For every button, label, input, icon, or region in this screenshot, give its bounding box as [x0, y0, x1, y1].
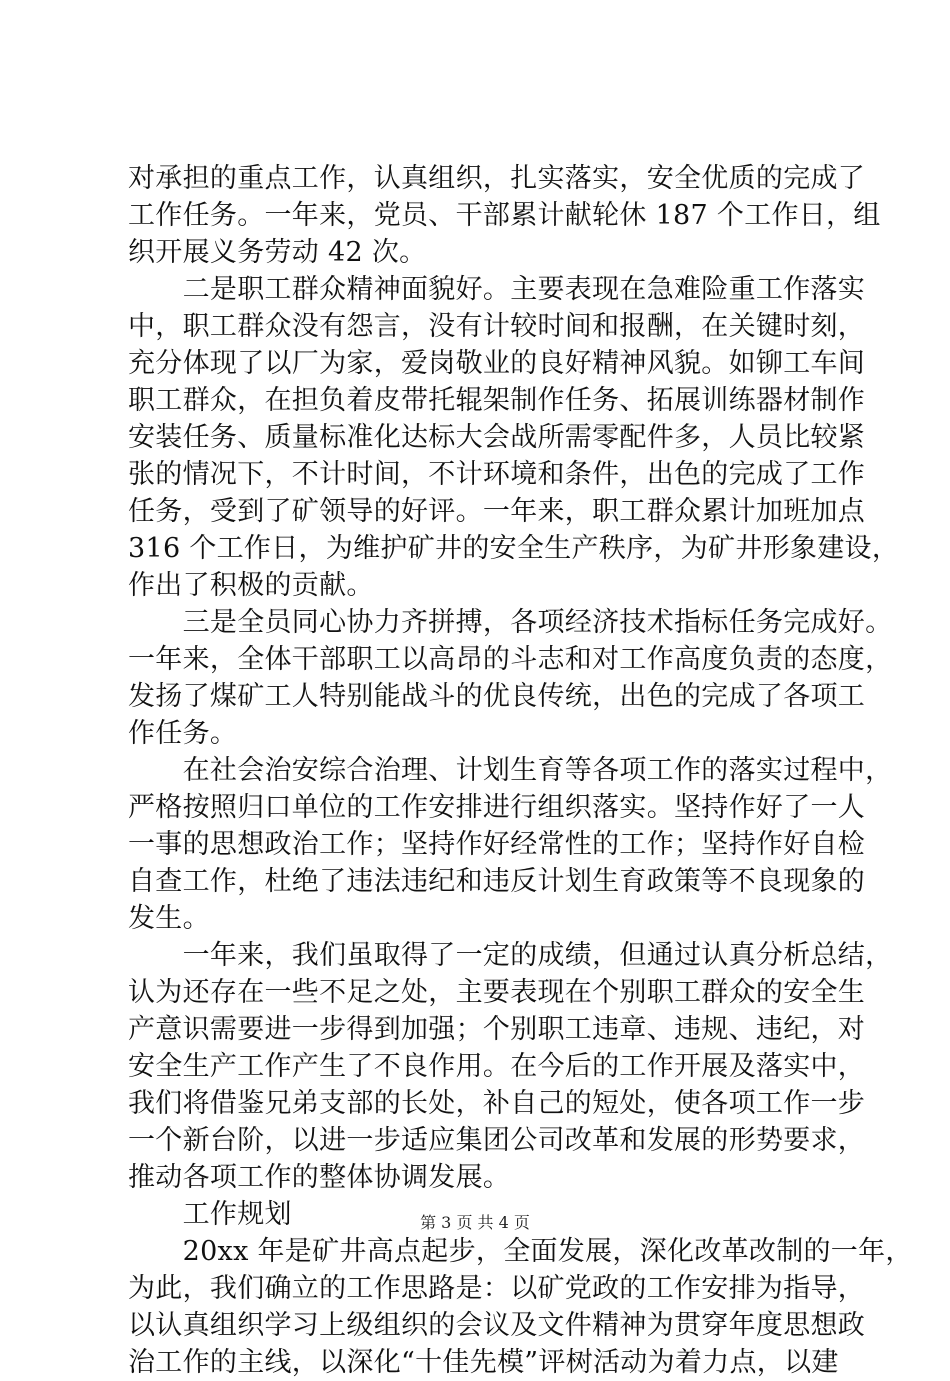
text-line: 安装任务、质量标准化达标大会战所需零配件多，人员比较紧: [128, 422, 866, 453]
document-body: [128, 160, 913, 1381]
text-line: 充分体现了以厂为家，爱岗敬业的良好精神风貌。如铆工车间: [128, 348, 866, 379]
text-line: 作任务。: [128, 718, 238, 749]
paragraph-6: [128, 1233, 913, 1381]
text-line: 我们将借鉴兄弟支部的长处，补自己的短处，使各项工作一步: [128, 1088, 866, 1119]
text-line: 二是职工群众精神面貌好。主要表现在急难险重工作落实: [128, 274, 866, 305]
text-line: 三是全员同心协力齐拼搏，各项经济技术指标任务完成好。: [128, 607, 893, 638]
text-line: 发扬了煤矿工人特别能战斗的优良传统，出色的完成了各项工: [128, 681, 866, 712]
text-line: 一事的思想政治工作；坚持作好经常性的工作；坚持作好自检: [128, 829, 866, 860]
text-line: 工作任务。一年来，党员、干部累计献轮休 187 个工作日，组: [128, 200, 881, 231]
text-line: 发生。: [128, 903, 210, 934]
text-line: 为此，我们确立的工作思路是：以矿党政的工作安排为指导，: [128, 1273, 866, 1304]
text-line: 任务，受到了矿领导的好评。一年来，职工群众累计加班加点: [128, 496, 866, 527]
paragraph-2: [128, 271, 900, 604]
paragraph-5: [128, 937, 893, 1196]
paragraph-1: [128, 160, 881, 271]
text-line: 治工作的主线，以深化“十佳先模”评树活动为着力点，以建: [128, 1347, 839, 1378]
text-line: 自查工作，杜绝了违法违纪和违反计划生育政策等不良现象的: [128, 866, 866, 897]
text-line: 一年来，我们虽取得了一定的成绩，但通过认真分析总结，: [128, 940, 893, 971]
text-line: 一年来，全体干部职工以高昂的斗志和对工作高度负责的态度，: [128, 644, 893, 675]
text-line: 在社会治安综合治理、计划生育等各项工作的落实过程中，: [128, 755, 893, 786]
text-line: 认为还存在一些不足之处，主要表现在个别职工群众的安全生: [128, 977, 866, 1008]
page-footer: 第 3 页 共 4 页: [420, 1213, 530, 1232]
text-line: 产意识需要进一步得到加强；个别职工违章、违规、违纪，对: [128, 1014, 866, 1045]
text-line: 20xx 年是矿井高点起步，全面发展，深化改革改制的一年，: [128, 1236, 913, 1267]
text-line: 职工群众，在担负着皮带托辊架制作任务、拓展训练器材制作: [128, 385, 866, 416]
text-line: 织开展义务劳动 42 次。: [128, 237, 427, 268]
text-line: 以认真组织学习上级组织的会议及文件精神为贯穿年度思想政: [128, 1310, 866, 1341]
text-line: 推动各项工作的整体协调发展。: [128, 1162, 511, 1193]
paragraph-3: [128, 604, 893, 752]
text-line: 安全生产工作产生了不良作用。在今后的工作开展及落实中，: [128, 1051, 866, 1082]
text-line: 中，职工群众没有怨言，没有计较时间和报酬，在关键时刻，: [128, 311, 866, 342]
text-line: 张的情况下，不计时间，不计环境和条件，出色的完成了工作: [128, 459, 866, 490]
heading-line: 工作规划: [128, 1199, 292, 1230]
paragraph-4: [128, 752, 893, 937]
text-line: 一个新台阶，以进一步适应集团公司改革和发展的形势要求，: [128, 1125, 866, 1156]
text-line: 对承担的重点工作，认真组织，扎实落实，安全优质的完成了: [128, 163, 866, 194]
text-line: 316 个工作日，为维护矿井的安全生产秩序，为矿井形象建设，: [128, 533, 900, 564]
text-line: 作出了积极的贡献。: [128, 570, 374, 601]
text-line: 严格按照归口单位的工作安排进行组织落实。坚持作好了一人: [128, 792, 866, 823]
